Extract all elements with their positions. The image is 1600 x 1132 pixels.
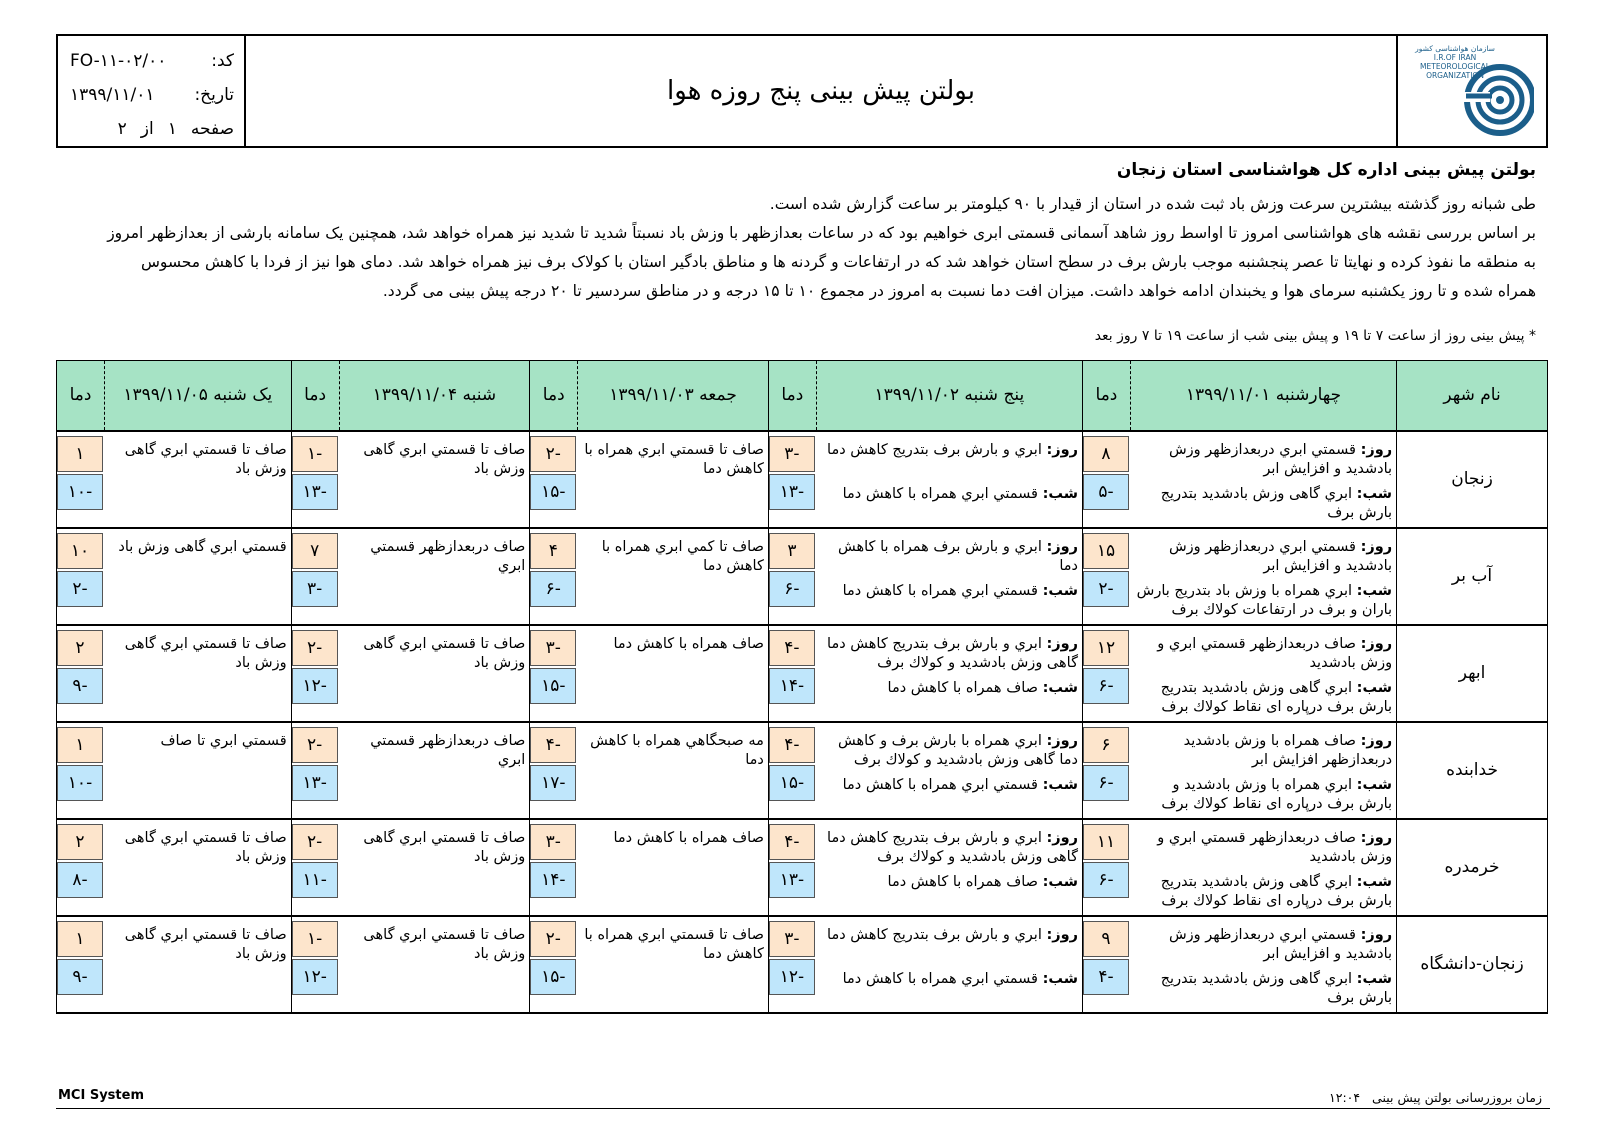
- night-forecast: قسمتي ابري همراه با كاهش دما: [842, 485, 1038, 502]
- city-header: نام شهر: [1397, 361, 1548, 431]
- temp-cell: [1082, 528, 1130, 625]
- max-temp: ۸: [1083, 436, 1129, 472]
- day-header: پنج شنبه ۱۳۹۹/۱۱/۰۲: [816, 361, 1082, 431]
- temp-cell: [57, 916, 105, 1013]
- min-temp: -۶: [769, 571, 815, 607]
- day-forecast: ابري و بارش برف بتدريج كاهش دما: [827, 926, 1042, 943]
- table-row: [57, 625, 1548, 722]
- min-temp: -۶: [1083, 765, 1129, 801]
- temp-cell: [530, 625, 578, 722]
- min-temp: -۸: [57, 862, 103, 898]
- summary-line: همراه شده و تا روز یکشنبه سرمای هوا و یخبندان ادامه خواهد داشت. میزان افت دما نسبت به امروز در مجموع ۱۰ تا ۱۵ درجه و در مناطق سردسیر تا ۲۰ درجه پیش بینی می گردد.: [382, 282, 1536, 300]
- forecast-cell: [105, 431, 292, 528]
- temp-cell: [57, 528, 105, 625]
- temp-header: دما: [1082, 361, 1130, 431]
- temp-cell: [291, 431, 339, 528]
- min-temp: -۱۵: [530, 474, 576, 510]
- max-temp: -۳: [530, 824, 576, 860]
- forecast-cell: [339, 722, 530, 819]
- temp-header: دما: [291, 361, 339, 431]
- temp-cell: [291, 819, 339, 916]
- summary-line: طی شبانه روز گذشته بیشترین سرعت وزش باد ثبت شده در استان از قیدار با ۹۰ کیلومتر بر ساعت گزارش شده است.: [769, 195, 1536, 213]
- min-temp: -۲: [1083, 571, 1129, 607]
- forecast-cell: [105, 528, 292, 625]
- day-forecast: ابري و بارش برف همراه با كاهش دما: [838, 538, 1078, 574]
- page-number: ۱: [167, 119, 177, 139]
- night-label: شب:: [1356, 970, 1393, 987]
- min-temp: -۱۳: [292, 765, 338, 801]
- min-temp: -۹: [57, 668, 103, 704]
- temp-cell: [291, 722, 339, 819]
- forecast-text: صاف تا قسمتي ابري گاهی وزش باد: [124, 441, 287, 477]
- max-temp: -۳: [769, 436, 815, 472]
- organization-logo: [1396, 36, 1546, 146]
- table-row: [57, 431, 1548, 528]
- max-temp: ۷: [292, 533, 338, 569]
- day-label: روز:: [1360, 829, 1393, 846]
- night-label: شب:: [1042, 970, 1078, 987]
- day-label: روز:: [1046, 635, 1078, 652]
- max-temp: -۱: [292, 436, 338, 472]
- night-label: شب:: [1042, 582, 1078, 599]
- max-temp: -۴: [769, 727, 815, 763]
- max-temp: ۱۲: [1083, 630, 1129, 666]
- table-row: [57, 722, 1548, 819]
- forecast-cell: [578, 916, 769, 1013]
- max-temp: ۱۰: [57, 533, 103, 569]
- forecast-cell: [578, 819, 769, 916]
- day-label: روز:: [1046, 441, 1078, 458]
- min-temp: -۳: [292, 571, 338, 607]
- forecast-hours-note: * پیش بینی روز از ساعت ۷ تا ۱۹ و پیش بینی شب از ساعت ۱۹ تا ۷ روز بعد: [1094, 328, 1536, 344]
- day-label: روز:: [1360, 926, 1393, 943]
- min-temp: -۹: [57, 959, 103, 995]
- max-temp: ۱: [57, 921, 103, 957]
- max-temp: -۴: [769, 824, 815, 860]
- min-temp: -۱۲: [292, 668, 338, 704]
- night-forecast: ابري گاهی وزش بادشديد بتدريج بارش برف: [1160, 485, 1393, 521]
- min-temp: -۱۴: [769, 668, 815, 704]
- temp-cell: [1082, 819, 1130, 916]
- code-value: FO-۱۱-۰۲/۰۰: [70, 51, 167, 71]
- forecast-cell: [1130, 722, 1396, 819]
- temp-cell: [1082, 625, 1130, 722]
- min-temp: -۱۵: [530, 959, 576, 995]
- forecast-text: صاف تا كمي ابري همراه با كاهش دما: [601, 538, 764, 574]
- forecast-cell: [105, 625, 292, 722]
- forecast-cell: [105, 722, 292, 819]
- forecast-cell: [816, 819, 1082, 916]
- max-temp: -۲: [530, 921, 576, 957]
- forecast-cell: [578, 431, 769, 528]
- forecast-text: صاف تا قسمتي ابري گاهی وزش باد: [363, 829, 526, 865]
- max-temp: -۲: [530, 436, 576, 472]
- night-forecast: صاف همراه با كاهش دما: [887, 873, 1038, 890]
- min-temp: -۱۲: [292, 959, 338, 995]
- temp-cell: [1082, 722, 1130, 819]
- forecast-text: صاف تا قسمتي ابري همراه با كاهش دما: [584, 926, 764, 962]
- min-temp: -۶: [1083, 862, 1129, 898]
- day-forecast: ابري و بارش برف بتدريج كاهش دما گاهی وزش بادشديد و كولاك برف: [827, 635, 1078, 671]
- max-temp: -۴: [530, 727, 576, 763]
- night-forecast: ابري همراه با وزش باد بتدريج بارش باران و برف در ارتفاعات كولاك برف: [1136, 582, 1393, 618]
- day-forecast: قسمتي ابري دربعدازظهر وزش بادشديد و افزايش ابر: [1168, 538, 1393, 574]
- min-temp: -۱۴: [530, 862, 576, 898]
- night-label: شب:: [1356, 873, 1393, 890]
- temp-cell: [57, 722, 105, 819]
- min-temp: -۱۱: [292, 862, 338, 898]
- min-temp: -۱۰: [57, 474, 103, 510]
- forecast-text: صاف تا قسمتي ابري همراه با كاهش دما: [584, 441, 764, 477]
- night-label: شب:: [1356, 582, 1393, 599]
- night-forecast: صاف همراه با كاهش دما: [887, 679, 1038, 696]
- system-name: MCI System: [58, 1088, 144, 1103]
- temp-cell: [768, 431, 816, 528]
- footer-divider: [56, 1108, 1550, 1109]
- night-forecast: ابري گاهی وزش بادشديد بتدريج بارش برف: [1160, 970, 1393, 1006]
- max-temp: ۲: [57, 824, 103, 860]
- temp-cell: [768, 625, 816, 722]
- forecast-cell: [578, 722, 769, 819]
- day-label: روز:: [1046, 829, 1078, 846]
- forecast-cell: [1130, 916, 1396, 1013]
- table-row: [57, 819, 1548, 916]
- min-temp: -۱۳: [292, 474, 338, 510]
- page-label: صفحه: [190, 119, 234, 139]
- temp-cell: [530, 916, 578, 1013]
- day-header: یک شنبه ۱۳۹۹/۱۱/۰۵: [105, 361, 292, 431]
- forecast-table: [56, 360, 1548, 1014]
- meteorology-logo-icon: [1460, 46, 1534, 140]
- bulletin-header: [56, 34, 1548, 148]
- temp-cell: [530, 722, 578, 819]
- city-name: ابهر: [1397, 625, 1548, 722]
- night-label: شب:: [1042, 679, 1078, 696]
- date-label: تاریخ:: [194, 85, 234, 105]
- forecast-cell: [105, 819, 292, 916]
- forecast-cell: [816, 625, 1082, 722]
- document-info-box: [58, 36, 246, 146]
- day-label: روز:: [1360, 732, 1393, 749]
- forecast-cell: [339, 625, 530, 722]
- temp-header: دما: [57, 361, 105, 431]
- forecast-text: صاف همراه با كاهش دما: [613, 635, 764, 652]
- temp-cell: [291, 528, 339, 625]
- logo-text: سازمان هواشناسی کشور I.R.OF IRAN METEOROLOGICAL ORGANIZATION: [1415, 44, 1495, 80]
- forecast-text: قسمتي ابري تا صاف: [160, 732, 287, 749]
- day-header: جمعه ۱۳۹۹/۱۱/۰۳: [578, 361, 769, 431]
- night-label: شب:: [1356, 485, 1393, 502]
- city-name: زنجان: [1397, 431, 1548, 528]
- forecast-summary: [70, 160, 1536, 306]
- day-header: شنبه ۱۳۹۹/۱۱/۰۴: [339, 361, 530, 431]
- min-temp: -۶: [1083, 668, 1129, 704]
- forecast-cell: [816, 528, 1082, 625]
- forecast-cell: [339, 916, 530, 1013]
- forecast-cell: [339, 431, 530, 528]
- forecast-cell: [578, 528, 769, 625]
- temp-cell: [530, 431, 578, 528]
- table-row: [57, 528, 1548, 625]
- city-name: خدابنده: [1397, 722, 1548, 819]
- max-temp: ۲: [57, 630, 103, 666]
- update-time: [1329, 1090, 1542, 1105]
- forecast-text: قسمتي ابري گاهی وزش باد: [118, 538, 287, 555]
- min-temp: -۱۰: [57, 765, 103, 801]
- page-title: بولتن پیش بینی پنج روزه هوا: [667, 76, 975, 106]
- max-temp: ۱: [57, 727, 103, 763]
- temp-cell: [768, 916, 816, 1013]
- forecast-text: صاف دربعدازظهر قسمتي ابري: [370, 538, 526, 574]
- forecast-cell: [816, 916, 1082, 1013]
- table-row: [57, 916, 1548, 1013]
- forecast-text: صاف تا قسمتي ابري گاهی وزش باد: [363, 441, 526, 477]
- day-forecast: ابري و بارش برف بتدريج كاهش دما: [827, 441, 1042, 458]
- max-temp: -۲: [292, 824, 338, 860]
- update-time-label: زمان بروزرسانی بولتن پیش بینی: [1372, 1090, 1542, 1105]
- day-forecast: صاف دربعدازظهر قسمتي ابري و وزش بادشديد: [1157, 829, 1393, 865]
- night-forecast: قسمتي ابري همراه با كاهش دما: [842, 970, 1038, 987]
- day-label: روز:: [1046, 538, 1078, 555]
- min-temp: -۱۳: [769, 862, 815, 898]
- temp-cell: [530, 528, 578, 625]
- temp-cell: [57, 819, 105, 916]
- max-temp: -۳: [530, 630, 576, 666]
- forecast-cell: [578, 625, 769, 722]
- forecast-cell: [1130, 819, 1396, 916]
- update-time-value: ۱۲:۰۴: [1329, 1090, 1361, 1105]
- min-temp: -۱۷: [530, 765, 576, 801]
- day-forecast: قسمتي ابري دربعدازظهر وزش بادشديد و افزايش ابر: [1168, 926, 1393, 962]
- max-temp: -۲: [292, 727, 338, 763]
- forecast-cell: [339, 819, 530, 916]
- day-forecast: قسمتي ابري دربعدازظهر وزش بادشديد و افزايش ابر: [1168, 441, 1393, 477]
- min-temp: -۱۵: [530, 668, 576, 704]
- day-forecast: صاف دربعدازظهر قسمتي ابري و وزش بادشديد: [1157, 635, 1393, 671]
- temp-cell: [291, 916, 339, 1013]
- night-label: شب:: [1356, 776, 1393, 793]
- day-label: روز:: [1360, 538, 1393, 555]
- temp-cell: [530, 819, 578, 916]
- day-forecast: ابري همراه با بارش برف و كاهش دما گاهی وزش بادشديد و كولاك برف: [838, 732, 1078, 768]
- max-temp: ۴: [530, 533, 576, 569]
- max-temp: -۱: [292, 921, 338, 957]
- forecast-cell: [339, 528, 530, 625]
- min-temp: -۱۳: [769, 474, 815, 510]
- night-label: شب:: [1356, 679, 1393, 696]
- forecast-text: صاف تا قسمتي ابري گاهی وزش باد: [124, 635, 287, 671]
- night-forecast: قسمتي ابري همراه با كاهش دما: [842, 582, 1038, 599]
- forecast-text: صاف تا قسمتي ابري گاهی وزش باد: [124, 926, 287, 962]
- city-name: آب بر: [1397, 528, 1548, 625]
- forecast-text: صاف تا قسمتي ابري گاهی وزش باد: [363, 635, 526, 671]
- forecast-cell: [816, 431, 1082, 528]
- temp-cell: [768, 819, 816, 916]
- max-temp: -۲: [292, 630, 338, 666]
- temp-cell: [768, 722, 816, 819]
- city-name: زنجان-دانشگاه: [1397, 916, 1548, 1013]
- night-forecast: ابري گاهی وزش بادشديد بتدريج بارش برف درپاره ای نقاط كولاك برف: [1160, 873, 1393, 909]
- forecast-cell: [105, 916, 292, 1013]
- night-forecast: قسمتي ابري همراه با كاهش دما: [842, 776, 1038, 793]
- forecast-text: صاف همراه با كاهش دما: [613, 829, 764, 846]
- city-name: خرمدره: [1397, 819, 1548, 916]
- day-label: روز:: [1360, 635, 1393, 652]
- temp-header: دما: [768, 361, 816, 431]
- min-temp: -۶: [530, 571, 576, 607]
- max-temp: ۳: [769, 533, 815, 569]
- code-label: کد:: [211, 51, 234, 71]
- min-temp: -۵: [1083, 474, 1129, 510]
- temp-cell: [57, 625, 105, 722]
- night-label: شب:: [1042, 776, 1078, 793]
- page-of: از: [140, 119, 154, 139]
- max-temp: ۱۱: [1083, 824, 1129, 860]
- page-total: ۲: [117, 119, 127, 139]
- night-forecast: ابري همراه با وزش بادشديد و بارش برف درپاره ای نقاط كولاك برف: [1161, 776, 1393, 812]
- temp-cell: [1082, 431, 1130, 528]
- forecast-cell: [1130, 625, 1396, 722]
- forecast-text: صاف دربعدازظهر قسمتي ابري: [370, 732, 526, 768]
- temp-header: دما: [530, 361, 578, 431]
- forecast-cell: [1130, 528, 1396, 625]
- day-forecast: صاف همراه با وزش بادشديد دربعدازظهر افزايش ابر: [1183, 732, 1393, 768]
- day-label: روز:: [1046, 926, 1078, 943]
- temp-cell: [57, 431, 105, 528]
- max-temp: ۱۵: [1083, 533, 1129, 569]
- min-temp: -۴: [1083, 959, 1129, 995]
- max-temp: -۳: [769, 921, 815, 957]
- forecast-text: مه صبحگاهي همراه با كاهش دما: [590, 732, 764, 768]
- night-label: شب:: [1042, 485, 1078, 502]
- day-header: چهارشنبه ۱۳۹۹/۱۱/۰۱: [1130, 361, 1396, 431]
- day-label: روز:: [1046, 732, 1078, 749]
- summary-heading: بولتن پیش بینی اداره کل هواشناسی استان زنجان: [1116, 160, 1536, 180]
- night-forecast: ابري گاهی وزش بادشديد بتدريج بارش برف درپاره ای نقاط كولاك برف: [1160, 679, 1393, 715]
- date-value: ۱۳۹۹/۱۱/۰۱: [70, 85, 155, 105]
- day-label: روز:: [1360, 441, 1393, 458]
- min-temp: -۱۵: [769, 765, 815, 801]
- max-temp: ۱: [57, 436, 103, 472]
- forecast-text: صاف تا قسمتي ابري گاهی وزش باد: [363, 926, 526, 962]
- day-forecast: ابري و بارش برف بتدريج كاهش دما گاهی وزش بادشديد و كولاك برف: [827, 829, 1078, 865]
- temp-cell: [1082, 916, 1130, 1013]
- max-temp: -۴: [769, 630, 815, 666]
- max-temp: ۶: [1083, 727, 1129, 763]
- min-temp: -۱۲: [769, 959, 815, 995]
- forecast-text: صاف تا قسمتي ابري گاهی وزش باد: [124, 829, 287, 865]
- summary-line: به منطقه ما نفوذ کرده و نهایتا تا عصر پنجشنبه موجب بارش برف در سطح استان خواهد شد که در ارتفاعات و گردنه ها و مناطق بادگیر استان با کولاک برف نیز همراه خواهد شد. دمای هوا نیز از فردا با کاهش محسوس: [141, 253, 1536, 271]
- night-label: شب:: [1042, 873, 1078, 890]
- temp-cell: [291, 625, 339, 722]
- max-temp: ۹: [1083, 921, 1129, 957]
- summary-line: بر اساس بررسی نقشه های هواشناسی امروز تا اواسط روز شاهد آسمانی قسمتی ابری خواهیم بود که در ساعات بعدازظهر با وزش باد نسبتاً شدید تا شدید نیز همراه خواهد شد، همچنین یک سامانه بارشی از بعدازظهر امروز: [107, 224, 1536, 242]
- forecast-cell: [816, 722, 1082, 819]
- forecast-cell: [1130, 431, 1396, 528]
- table-header-row: [57, 361, 1548, 431]
- temp-cell: [768, 528, 816, 625]
- min-temp: -۲: [57, 571, 103, 607]
